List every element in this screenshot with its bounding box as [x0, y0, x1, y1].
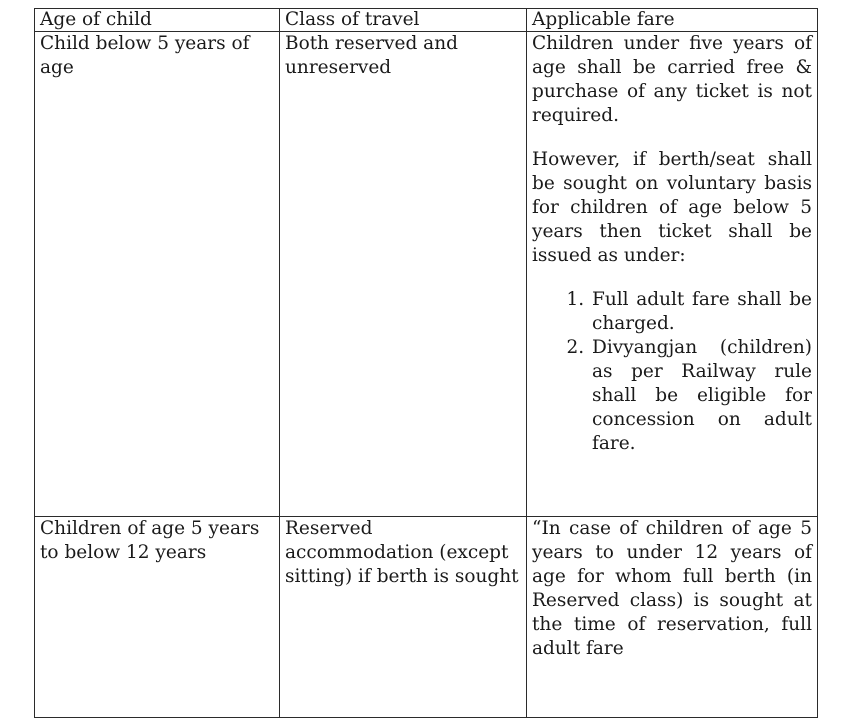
fare-cell — [527, 32, 818, 517]
header-age-of-child: Age of child — [35, 9, 280, 32]
list-item: 2. Divyangjan (children) as per Railway rule shall be eligible for concession on adult fare. — [590, 336, 812, 456]
fare-cell — [527, 517, 818, 718]
header-class-of-travel: Class of travel — [280, 9, 527, 32]
table-header-row — [35, 9, 818, 32]
header-applicable-fare: Applicable fare — [527, 9, 818, 32]
fare-paragraph: “In case of children of age 5 years to under 12 years of age for whom full berth (in Reserved class) is sought at the time of reservation, full adult fare — [532, 518, 812, 659]
table-row — [35, 517, 818, 718]
fare-paragraph: However, if berth/seat shall be sought on voluntary basis for children of age below 5 years then ticket shall be issued as under: — [532, 149, 812, 266]
class-cell: Reserved accommodation (except sitting) if berth is sought — [280, 517, 527, 718]
fare-table — [34, 8, 818, 718]
list-item: 1. Full adult fare shall be charged. — [590, 288, 812, 336]
fare-paragraph: Children under five years of age shall be carried free & purchase of any ticket is not required. — [532, 33, 812, 126]
age-cell: Children of age 5 years to below 12 years — [35, 517, 280, 718]
fare-rules-list — [532, 288, 812, 456]
table-row — [35, 32, 818, 517]
age-cell: Child below 5 years of age — [35, 32, 280, 517]
class-cell: Both reserved and unreserved — [280, 32, 527, 517]
